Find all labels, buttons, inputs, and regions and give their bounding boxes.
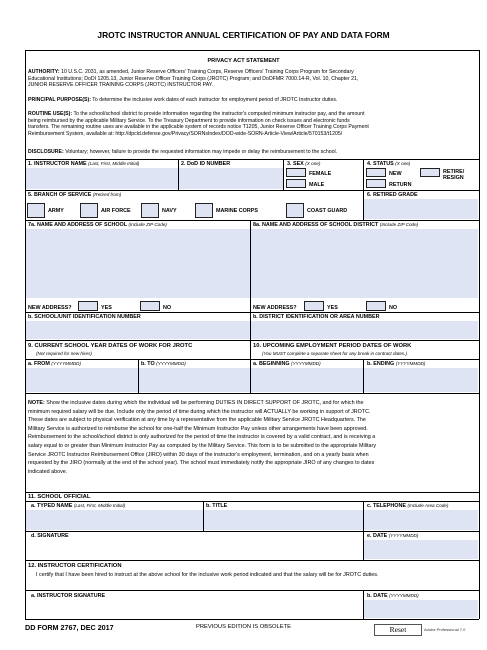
marine-corps-checkbox[interactable]	[195, 203, 213, 218]
rule-cert-a	[25, 590, 479, 591]
certification-text: I certify that I have been hired to instruct at the above school for the inclusive work period indicated and that the salary will be for JROTC duties.	[36, 572, 379, 578]
cert-date-label: b. DATE (YYYYMMDD)	[367, 593, 419, 599]
routine-line-4: Reimbursement System, available at: http://dpcld.defense.gov/Privacy/SORNsIndex/DOD-wide-SORN-Article-View/Article/570153/t1205/	[28, 130, 343, 137]
purpose-text: To determine the inclusive work dates of each instructor for employment period of JROTC Instructor duties.	[92, 97, 338, 103]
rule-cert-top	[25, 560, 479, 561]
district-address-input[interactable]	[251, 229, 478, 298]
divider	[363, 159, 364, 190]
from-label: a. FROM (YYYYMMDD)	[28, 361, 81, 367]
note-line-2: minimum required salary will be due. Include only the period of time during which the instructor will ACTUALLY be working in support of JROTC.	[28, 408, 371, 415]
district-new-address-yes-checkbox[interactable]	[304, 301, 324, 311]
school-new-address-label: NEW ADDRESS?	[28, 305, 72, 311]
army-checkbox[interactable]	[27, 203, 45, 218]
note-line-1: Show the inclusive dates during which the individual will be performing DUTIES IN DIRECT SUPPORT OF JROTC, and for which the	[46, 400, 364, 406]
school-official-heading: 11. SCHOOL OFFICIAL	[28, 494, 91, 500]
telephone-input[interactable]	[364, 510, 478, 530]
dod-id-label: 2. DoD ID NUMBER	[181, 161, 231, 167]
retire-resign-label: RETIRE/ RESIGN	[443, 169, 465, 181]
cert-date-input[interactable]	[364, 600, 478, 618]
school-new-address-no-checkbox[interactable]	[140, 301, 160, 311]
note-line-4: Military Service is authorized to reimburse the school for one-half the Minimum Instructor Pay unless other arrangements have been approved.	[28, 425, 368, 432]
male-checkbox[interactable]	[286, 179, 306, 188]
note-line-5: Reimbursement to the school/school district is only authorized for the period of time the instructor is covered by a valid contract, and is receiving a	[28, 434, 376, 441]
navy-checkbox[interactable]	[141, 203, 159, 218]
note-line-8: requested by the JIRO (normally at the end of the school year). The school must immediately notify the appropriate JIRO of any changes to dates	[28, 460, 375, 467]
note-line-7: Service JROTC Instructor Reimbursement Office (JIRO) within 30 days of the instructor's employment, termination, and on a yearly basis when	[28, 451, 369, 458]
school-id-label: b. SCHOOL/UNIT IDENTIFICATION NUMBER	[28, 314, 141, 320]
return-checkbox[interactable]	[366, 179, 386, 188]
adobe-version-text: Adobe Professional 7.0	[424, 627, 466, 632]
ending-date-input[interactable]	[364, 368, 478, 392]
routine-line-2: being reimbursed by the applicable Military Service. To the Treasury Department to provide information on check issues and electronic funds	[28, 117, 350, 124]
privacy-disclosure	[28, 149, 337, 156]
frame-right	[479, 50, 480, 619]
form-id: DD FORM 2767, DEC 2017	[25, 623, 114, 632]
authority-line-2: Educational Institutions; DoDI 1205.13, Junior Reserve Officer Training Corps (JROTC) Program; and DoDFMR 7000.14-R, Vol. 10, Chapter 21,	[28, 75, 359, 82]
district-new-address-no-checkbox[interactable]	[366, 301, 386, 311]
authority-line-3: JUNIOR RESERVE OFFICER TRAINING CORPS (JROTC) INSTRUCTOR PAY.	[28, 82, 214, 89]
school-new-address-yes-checkbox[interactable]	[78, 301, 98, 311]
beginning-date-input[interactable]	[251, 368, 363, 392]
instructor-signature-label: a. INSTRUCTOR SIGNATURE	[31, 593, 106, 599]
status-label: 4. STATUS (X one)	[367, 161, 411, 167]
official-date-label: e. DATE (YYYYMMDD)	[367, 533, 419, 539]
upcoming-dates-hint: (You MUST complete a separate sheet for any break in contract dates.)	[262, 351, 408, 356]
authority-label: AUTHORITY:	[28, 69, 60, 75]
typed-name-label: a. TYPED NAME (Last, First, Middle Initial)	[31, 503, 126, 509]
rule-row9a-top	[25, 359, 479, 360]
instructor-name-input[interactable]	[26, 168, 178, 189]
district-yes-label: YES	[327, 305, 338, 311]
telephone-label: c. TELEPHONE (Include Area Code)	[367, 503, 449, 509]
official-date-input[interactable]	[364, 540, 478, 559]
dod-id-input[interactable]	[179, 168, 283, 189]
frame-bottom	[25, 619, 479, 620]
school-no-label: NO	[163, 305, 172, 311]
female-checkbox[interactable]	[286, 168, 306, 177]
authority-line-1: 10 U.S.C. 2031, as amended, Junior Reserve Officers' Training Corps, Reserve Officers' Training Corps Program for Secondary	[61, 69, 354, 75]
new-checkbox[interactable]	[366, 168, 386, 177]
rule-official-a	[25, 501, 479, 502]
upcoming-dates-label: 10. UPCOMING EMPLOYMENT PERIOD DATES OF WORK	[253, 343, 412, 349]
ending-label: b. ENDING (YYYYMMDD)	[367, 361, 426, 367]
current-dates-hint: (Not required for new hires)	[36, 351, 92, 356]
note-block	[28, 399, 376, 476]
top-rule	[25, 50, 479, 51]
from-date-input[interactable]	[26, 368, 138, 392]
reset-button[interactable]: Reset	[374, 624, 422, 636]
instructor-name-label: 1. INSTRUCTOR NAME (Last, First, Middle Initial)	[28, 161, 140, 167]
note-line-9: indicated above.	[28, 468, 68, 475]
rule-row5-top	[25, 190, 479, 191]
previous-edition-text: PREVIOUS EDITION IS OBSOLETE	[196, 624, 292, 630]
new-label: NEW	[389, 171, 402, 177]
beginning-label: a. BEGINNING (YYYYMMDD)	[253, 361, 321, 367]
school-id-input[interactable]	[26, 321, 250, 339]
form-title: JROTC INSTRUCTOR ANNUAL CERTIFICATION OF PAY AND DATA FORM	[97, 30, 390, 40]
retire-resign-checkbox[interactable]	[420, 168, 440, 177]
marine-corps-label: MARINE CORPS	[216, 208, 258, 214]
purpose-label: PRINCIPAL PURPOSE(S):	[28, 97, 91, 103]
divider	[283, 159, 284, 190]
coast-guard-label: COAST GUARD	[307, 208, 348, 214]
air-force-checkbox[interactable]	[80, 203, 98, 218]
title-label: b. TITLE	[206, 503, 228, 509]
privacy-routine	[28, 111, 369, 137]
district-address-label: 8a. NAME AND ADDRESS OF SCHOOL DISTRICT (Include ZIP Code)	[253, 222, 419, 228]
air-force-label: AIR FORCE	[101, 208, 131, 214]
female-label: FEMALE	[309, 171, 332, 177]
note-label: NOTE:	[28, 400, 45, 406]
retired-grade-label: 6. RETIRED GRADE	[367, 192, 418, 198]
signature-label: d. SIGNATURE	[31, 533, 69, 539]
rule-official-d	[25, 531, 479, 532]
to-label: b. TO (YYYYMMDD)	[141, 361, 186, 367]
sex-label: 3. SEX (X one)	[287, 161, 321, 167]
school-yes-label: YES	[101, 305, 112, 311]
typed-name-input[interactable]	[26, 510, 203, 530]
rule-row7-top	[25, 220, 479, 221]
to-date-input[interactable]	[139, 368, 250, 392]
privacy-authority	[28, 69, 358, 89]
note-line-6: salary equal to or greater than Minimum Instructor Pay as computed by the Military Service. This form is to be submitted to the appropriate Military	[28, 442, 377, 449]
routine-line-3: transfers. The remaining routine uses are available in the applicable system of records notice T1205, Junior Reserve Officer Training Corps Payment	[28, 124, 369, 131]
current-dates-label: 9. CURRENT SCHOOL YEAR DATES OF WORK FOR JROTC	[28, 343, 193, 349]
navy-label: NAVY	[162, 208, 177, 214]
school-address-label: 7a. NAME AND ADDRESS OF SCHOOL (Include ZIP Code)	[28, 222, 167, 228]
district-new-address-label: NEW ADDRESS?	[253, 305, 297, 311]
routine-line-1: To the school/school district to provide information regarding the instructor's computed minimum instructor pay, and the amount	[73, 111, 365, 117]
rule-row9-top	[25, 340, 479, 341]
rule-row7b-top	[25, 312, 479, 313]
rule-official-top	[25, 492, 479, 493]
disclosure-text: Voluntary; however, failure to provide the requested information may impede or delay the reimbursement to the school.	[65, 149, 338, 155]
title-input[interactable]	[204, 510, 363, 530]
privacy-heading: PRIVACY ACT STATEMENT	[207, 58, 280, 64]
district-id-label: b. DISTRICT IDENTIFICATION OR AREA NUMBER	[253, 314, 380, 320]
disclosure-label: DISCLOSURE:	[28, 149, 64, 155]
army-label: ARMY	[48, 208, 64, 214]
return-label: RETURN	[389, 182, 412, 188]
branch-label: 5. BRANCH OF SERVICE (Retired from)	[28, 192, 122, 198]
district-id-input[interactable]	[251, 321, 478, 339]
district-no-label: NO	[389, 305, 398, 311]
privacy-purpose	[28, 97, 337, 104]
male-label: MALE	[309, 182, 325, 188]
rule-row1-top	[25, 159, 479, 160]
coast-guard-checkbox[interactable]	[286, 203, 304, 218]
certification-heading: 12. INSTRUCTOR CERTIFICATION	[28, 563, 122, 569]
retired-grade-input[interactable]	[364, 199, 478, 219]
routine-label: ROUTINE USE(S):	[28, 111, 73, 117]
school-address-input[interactable]	[26, 229, 250, 298]
rule-note-top	[25, 393, 479, 394]
note-line-3: These dates are subject to physical verification at any time by a representative from the applicable Military Service JROTC Headquarters. The	[28, 417, 366, 424]
